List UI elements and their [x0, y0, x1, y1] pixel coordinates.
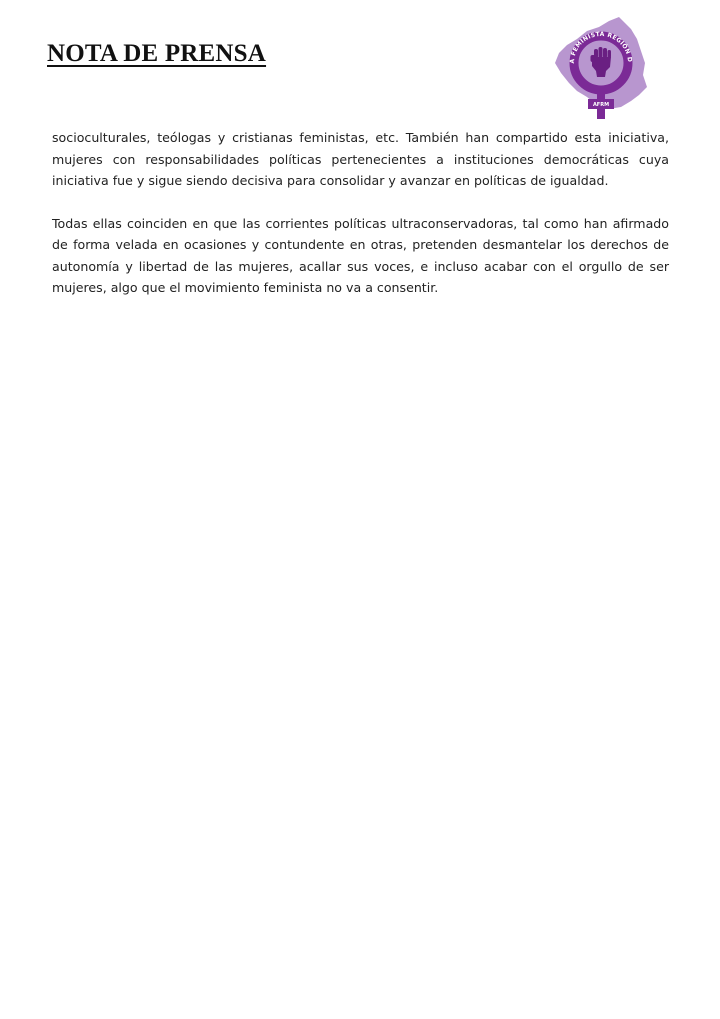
logo-badge-text: AFRM [592, 102, 610, 108]
body-paragraph: socioculturales, teólogas y cristianas feministas, etc. También han compartido esta iniciativa, mujeres con responsabilidades políticas pertenecientes a instituciones democráticas cuya iniciativa fue y sigue siendo decisiva para consolidar y avanzar en políticas de igualdad. [52, 130, 669, 188]
page-title: NOTA DE PRENSA [47, 40, 267, 67]
body-paragraph: Todas ellas coinciden en que las corrientes políticas ultraconservadoras, tal como han afirmado de forma velada en ocasiones y contundente en otras, pretenden desmantelar los derechos de autonomía y libertad de las mujeres, acallar sus voces, e incluso acabar con el orgullo de ser mujeres, algo que el movimiento feminista no va a consentir. [52, 215, 669, 295]
press-release-body [52, 127, 669, 320]
logo-ring-text: A FEMINISTA REGIÓN D [568, 30, 634, 64]
afrm-logo [547, 11, 648, 122]
afrm-logo-graphic [547, 11, 648, 122]
